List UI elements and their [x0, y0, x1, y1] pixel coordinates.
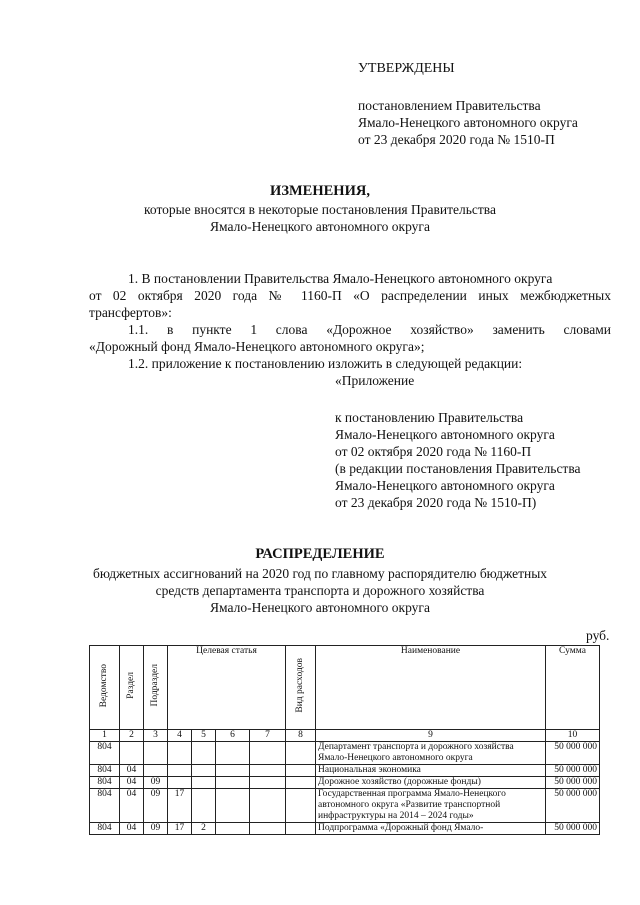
header-vid-rashodov: Вид расходов	[286, 646, 316, 730]
table-cell-ved: 804	[90, 823, 120, 835]
para-1-1-line-1: 1.1. в пункте 1 слова «Дорожное хозяйство» заменить словами	[128, 322, 611, 337]
table-cell-raz: 04	[120, 777, 144, 789]
appendix-line-6: от 23 декабря 2020 года № 1510-П)	[335, 495, 537, 510]
table-cell-c4	[250, 765, 286, 777]
table-cell-c2	[192, 789, 216, 823]
table-cell-c2	[192, 765, 216, 777]
table-cell-c3	[216, 823, 250, 835]
para-1-line-1: 1. В постановлении Правительства Ямало-Ненецкого автономного округа	[128, 271, 553, 286]
appendix-line-1: к постановлению Правительства	[335, 410, 524, 425]
table-cell-raz: 04	[120, 789, 144, 823]
table-row	[90, 789, 600, 823]
table-cell-sum: 50 000 000	[546, 823, 600, 835]
col-num: 3	[144, 730, 168, 742]
table-cell-c1	[168, 742, 192, 765]
table-cell-sum: 50 000 000	[546, 789, 600, 823]
table-row	[90, 777, 600, 789]
table-cell-ved: 804	[90, 777, 120, 789]
col-num: 6	[216, 730, 250, 742]
table-cell-c2	[192, 777, 216, 789]
appendix-line-2: Ямало-Ненецкого автономного округа	[335, 427, 555, 442]
table-row	[90, 765, 600, 777]
table-row	[90, 742, 600, 765]
table-cell-c3	[216, 742, 250, 765]
table-cell-name: Дорожное хозяйство (дорожные фонды)	[316, 777, 546, 789]
changes-title: ИЗМЕНЕНИЯ,	[270, 183, 370, 199]
appendix-line-4: (в редакции постановления Правительства	[335, 461, 581, 476]
table-cell-c2	[192, 742, 216, 765]
header-celevaya-statya: Целевая статья	[168, 646, 286, 730]
approval-title: УТВЕРЖДЕНЫ	[358, 61, 455, 76]
table-cell-pod	[144, 742, 168, 765]
table-cell-c1: 17	[168, 789, 192, 823]
table-cell-sum: 50 000 000	[546, 742, 600, 765]
col-num: 5	[192, 730, 216, 742]
table-cell-pod: 09	[144, 777, 168, 789]
table-cell-name: Государственная программа Ямало-Ненецкого автономного округа «Развитие транспортной инфраструктуры на 2014 – 2024 годы»	[316, 789, 546, 823]
table-cell-c4	[250, 777, 286, 789]
table-cell-name: Подпрограмма «Дорожный фонд Ямало-	[316, 823, 546, 835]
changes-subtitle-1: которые вносятся в некоторые постановления Правительства	[144, 202, 496, 217]
table-cell-c3	[216, 777, 250, 789]
table-cell-vid	[286, 789, 316, 823]
table-cell-raz	[120, 742, 144, 765]
table-cell-pod: 09	[144, 823, 168, 835]
table-cell-ved: 804	[90, 742, 120, 765]
col-num: 7	[250, 730, 286, 742]
col-num: 9	[316, 730, 546, 742]
table-cell-c3	[216, 789, 250, 823]
table-cell-vid	[286, 742, 316, 765]
para-1-1-line-2: «Дорожный фонд Ямало-Ненецкого автономного округа»;	[89, 339, 425, 354]
col-num: 10	[546, 730, 600, 742]
table-cell-c1: 17	[168, 823, 192, 835]
table-cell-ved: 804	[90, 789, 120, 823]
appendix-line-5: Ямало-Ненецкого автономного округа	[335, 478, 555, 493]
distribution-table	[89, 645, 600, 835]
column-numbers-row	[90, 730, 600, 742]
col-num: 2	[120, 730, 144, 742]
table-cell-vid	[286, 765, 316, 777]
changes-subtitle-2: Ямало-Ненецкого автономного округа	[210, 219, 430, 234]
appendix-line-3: от 02 октября 2020 года № 1160-П	[335, 444, 532, 459]
table-cell-vid	[286, 823, 316, 835]
header-vedomstvo: Ведомство	[90, 646, 120, 730]
table-cell-c1	[168, 765, 192, 777]
col-num: 1	[90, 730, 120, 742]
header-summa: Сумма	[546, 646, 600, 730]
table-cell-pod	[144, 765, 168, 777]
table-cell-raz: 04	[120, 765, 144, 777]
para-1-line-2: от 02 октября 2020 года № 1160-П «О распределении иных межбюджетных	[89, 288, 611, 303]
para-1-2: 1.2. приложение к постановлению изложить в следующей редакции:	[128, 356, 523, 371]
approval-line-3: от 23 декабря 2020 года № 1510-П	[358, 132, 555, 147]
table-cell-c3	[216, 765, 250, 777]
header-naimenovanie: Наименование	[316, 646, 546, 730]
table-cell-ved: 804	[90, 765, 120, 777]
distribution-title: РАСПРЕДЕЛЕНИЕ	[255, 546, 385, 562]
table-cell-c2: 2	[192, 823, 216, 835]
table-cell-vid	[286, 777, 316, 789]
table-cell-name: Департамент транспорта и дорожного хозяйства Ямало-Ненецкого автономного округа	[316, 742, 546, 765]
col-num: 4	[168, 730, 192, 742]
table-cell-c1	[168, 777, 192, 789]
table-cell-sum: 50 000 000	[546, 777, 600, 789]
table-cell-sum: 50 000 000	[546, 765, 600, 777]
table-row	[90, 823, 600, 835]
approval-line-1: постановлением Правительства	[358, 98, 541, 113]
table-cell-c4	[250, 742, 286, 765]
header-podrazdel: Подраздел	[144, 646, 168, 730]
currency-unit: руб.	[586, 628, 610, 643]
appendix-title: «Приложение	[335, 373, 415, 388]
distribution-subtitle-2: средств департамента транспорта и дорожного хозяйства	[155, 583, 485, 598]
approval-line-2: Ямало-Ненецкого автономного округа	[358, 115, 578, 130]
table-cell-name: Национальная экономика	[316, 765, 546, 777]
header-razdel: Раздел	[120, 646, 144, 730]
para-1-line-3: трансфертов»:	[89, 305, 172, 320]
table-cell-pod: 09	[144, 789, 168, 823]
table-cell-c4	[250, 823, 286, 835]
distribution-subtitle-1: бюджетных ассигнований на 2020 год по главному распорядителю бюджетных	[92, 566, 548, 581]
col-num: 8	[286, 730, 316, 742]
table-cell-c4	[250, 789, 286, 823]
distribution-subtitle-3: Ямало-Ненецкого автономного округа	[210, 600, 430, 615]
table-cell-raz: 04	[120, 823, 144, 835]
